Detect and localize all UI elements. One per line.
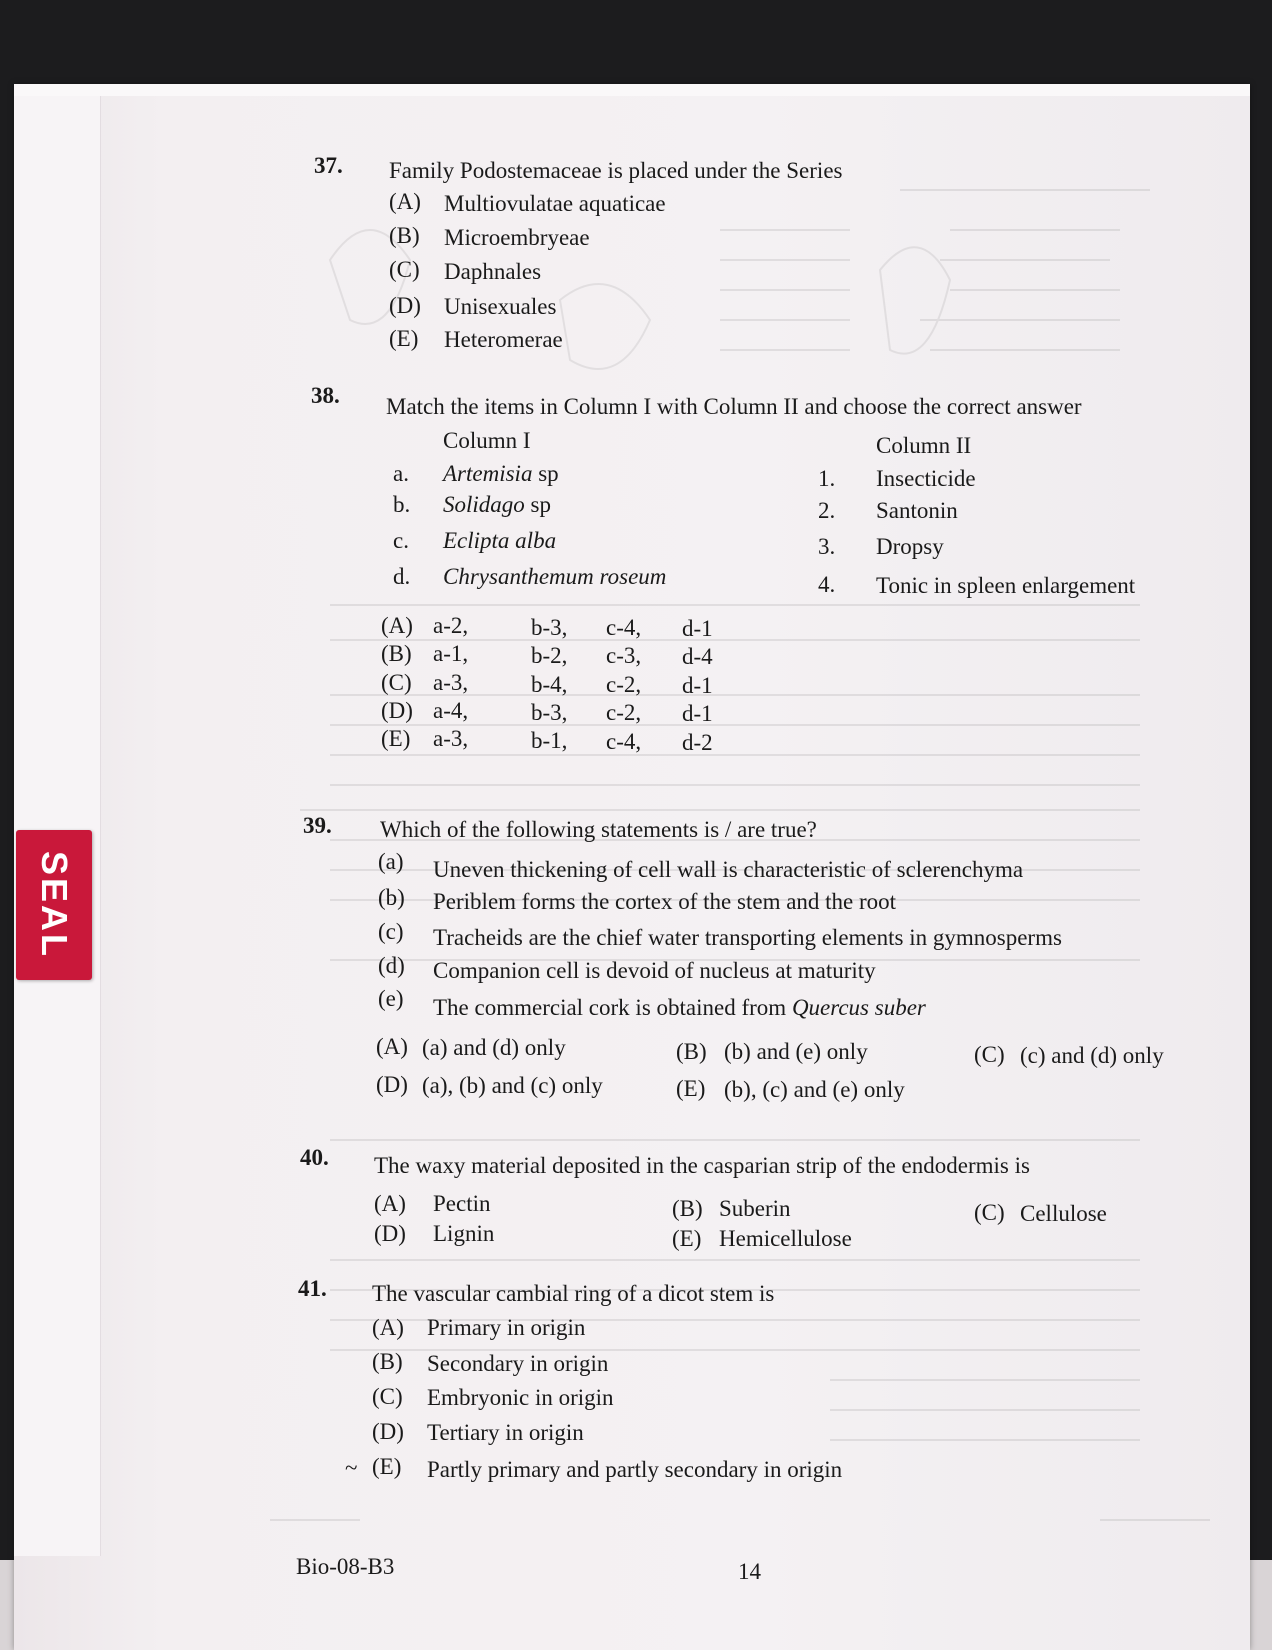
paper-code: Bio-08-B3 (296, 1554, 395, 1579)
column-1-header: Column I (443, 428, 531, 453)
match-a: a-3, (433, 670, 469, 695)
option-label: (A) (389, 189, 421, 214)
option-label: (C) (372, 1384, 403, 1409)
option-label: (D) (376, 1072, 408, 1097)
option-label: (B) (372, 1349, 403, 1374)
question-text: Family Podostemaceae is placed under the Series (389, 158, 843, 183)
item-label: 4. (818, 572, 836, 597)
option-label: (C) (381, 670, 412, 695)
statement-text: Uneven thickening of cell wall is characteristic of sclerenchyma (433, 857, 1024, 882)
question-text: Which of the following statements is / are true? (380, 817, 817, 842)
column-2-item: Santonin (876, 498, 958, 523)
match-a: a-2, (433, 613, 469, 638)
option-label: (E) (381, 726, 411, 751)
option-label: (C) (389, 257, 420, 282)
item-suffix: sp (532, 461, 559, 486)
match-b: b-3, (531, 700, 568, 725)
option-label: (E) (672, 1226, 702, 1251)
statement-text: Tracheids are the chief water transporting elements in gymnosperms (433, 925, 1062, 950)
option-text: Hemicellulose (719, 1226, 852, 1251)
option-text: (b), (c) and (e) only (724, 1077, 905, 1102)
question-number: 39. (303, 813, 332, 838)
item-label: a. (393, 461, 409, 486)
option-label: (A) (376, 1034, 408, 1059)
question-text: The vascular cambial ring of a dicot stem is (372, 1281, 775, 1306)
seal-tab (16, 830, 92, 980)
option-text: (b) and (e) only (724, 1039, 868, 1064)
match-c: c-3, (606, 643, 642, 668)
option-text: Pectin (433, 1191, 491, 1216)
match-d: d-1 (682, 616, 713, 641)
match-d: d-2 (682, 730, 713, 755)
question-number: 41. (298, 1276, 327, 1301)
option-label: (A) (381, 613, 413, 638)
column-1-item (443, 491, 551, 519)
item-italic: Artemisia (443, 461, 533, 486)
option-text: Cellulose (1020, 1201, 1107, 1226)
column-1-item: Chrysanthemum roseum (443, 564, 667, 589)
option-label: (E) (389, 326, 419, 351)
option-label: (B) (676, 1039, 707, 1064)
option-text: Multiovulatae aquaticae (444, 191, 666, 216)
statement-label: (e) (378, 986, 404, 1011)
option-text: (a), (b) and (c) only (422, 1073, 603, 1098)
option-text: Unisexuales (444, 294, 557, 319)
option-label: (E) (372, 1454, 402, 1479)
question-text: The waxy material deposited in the casparian strip of the endodermis is (374, 1153, 1030, 1178)
option-text: (a) and (d) only (422, 1035, 566, 1060)
match-b: b-3, (531, 615, 568, 640)
option-label: (B) (672, 1196, 703, 1221)
option-text: Microembryeae (444, 225, 590, 250)
match-b: b-4, (531, 672, 568, 697)
question-number: 40. (300, 1145, 329, 1170)
option-label: (D) (381, 698, 413, 723)
pen-mark: ~ (345, 1455, 358, 1480)
match-d: d-1 (682, 701, 713, 726)
match-a: a-3, (433, 726, 469, 751)
option-text: Tertiary in origin (427, 1420, 584, 1445)
option-label: (E) (676, 1076, 706, 1101)
option-text: Partly primary and partly secondary in origin (427, 1457, 843, 1482)
option-label: (C) (974, 1042, 1005, 1067)
statement-text: Periblem forms the cortex of the stem and the root (433, 889, 897, 914)
option-text: Heteromerae (444, 327, 563, 352)
option-label: (D) (374, 1221, 406, 1246)
statement-label: (a) (378, 849, 404, 874)
column-2-item: Insecticide (876, 466, 976, 491)
item-label: d. (393, 564, 411, 589)
option-text: Daphnales (444, 259, 542, 284)
match-c: c-4, (606, 729, 642, 754)
option-label: (B) (389, 223, 420, 248)
match-c: c-4, (606, 615, 642, 640)
page-number: 14 (738, 1559, 761, 1584)
match-d: d-1 (682, 673, 713, 698)
option-text: Lignin (433, 1221, 495, 1246)
column-2-item: Dropsy (876, 534, 944, 559)
statement-label: (b) (378, 885, 405, 910)
option-label: (C) (974, 1200, 1005, 1225)
statement-italic: Quercus suber (791, 995, 926, 1020)
statement-label: (c) (378, 919, 404, 944)
question-number: 37. (314, 153, 343, 178)
question-text: Match the items in Column I with Column II and choose the correct answer (386, 394, 1082, 419)
item-label: 1. (818, 466, 836, 491)
option-text: Embryonic in origin (427, 1385, 614, 1410)
match-a: a-4, (433, 698, 469, 723)
question-number: 38. (311, 383, 340, 408)
column-2-header: Column II (876, 433, 972, 458)
option-label: (A) (374, 1191, 406, 1216)
column-2-item: Tonic in spleen enlargement (876, 573, 1136, 598)
column-1-item (443, 460, 559, 488)
match-a: a-1, (433, 641, 469, 666)
match-d: d-4 (682, 644, 713, 669)
match-b: b-1, (531, 728, 568, 753)
option-text: Suberin (719, 1196, 791, 1221)
match-c: c-2, (606, 700, 642, 725)
option-text: (c) and (d) only (1020, 1043, 1164, 1068)
item-label: b. (393, 492, 411, 517)
item-label: c. (393, 528, 409, 553)
item-italic: Solidago (443, 492, 525, 517)
statement-text: Companion cell is devoid of nucleus at maturity (433, 958, 876, 983)
item-suffix: sp (524, 492, 551, 517)
statement-plain: The commercial cork is obtained from (433, 995, 792, 1020)
column-1-item: Eclipta alba (443, 528, 557, 553)
statement-label: (d) (378, 953, 405, 978)
option-text: Secondary in origin (427, 1351, 609, 1376)
option-text: Primary in origin (427, 1315, 586, 1340)
match-b: b-2, (531, 643, 568, 668)
option-label: (A) (372, 1315, 404, 1340)
item-label: 3. (818, 534, 836, 559)
seal-label: SEAL (34, 850, 75, 959)
option-label: (B) (381, 641, 412, 666)
match-c: c-2, (606, 672, 642, 697)
statement-text (433, 994, 926, 1022)
option-label: (D) (372, 1419, 404, 1444)
item-label: 2. (818, 498, 836, 523)
option-label: (D) (389, 293, 421, 318)
